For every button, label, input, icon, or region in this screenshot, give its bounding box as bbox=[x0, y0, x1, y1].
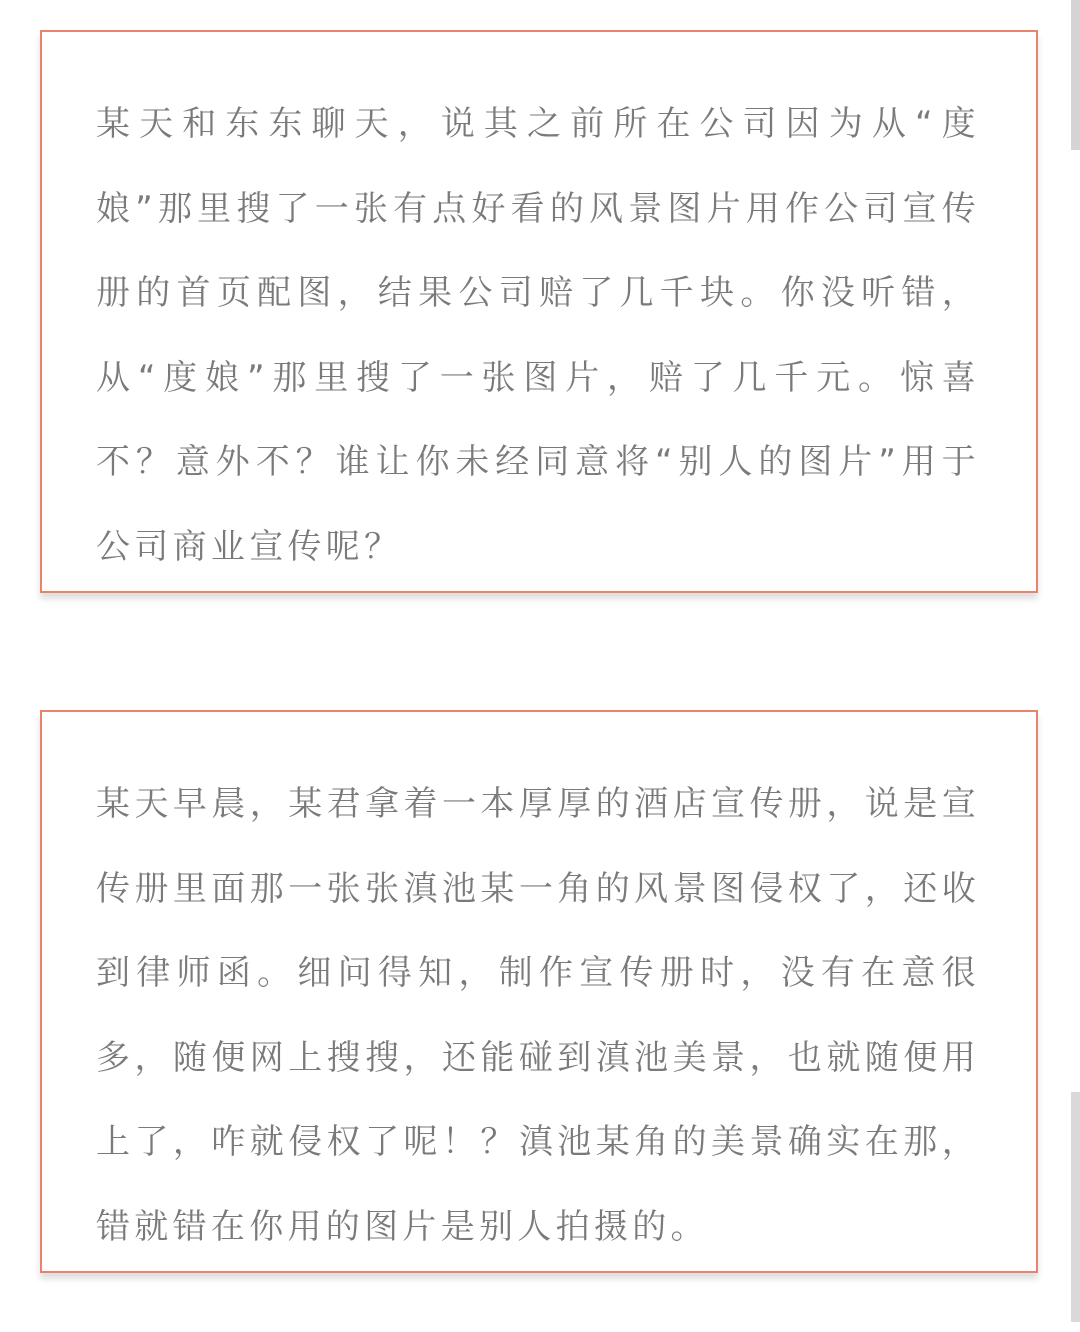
text-card-second bbox=[40, 710, 1038, 1273]
text-card-first bbox=[40, 30, 1038, 593]
scrollbar-thumb[interactable] bbox=[1071, 1092, 1080, 1322]
paragraph-first: 某天和东东聊天，说其之前所在公司因为从“度娘”那里搜了一张有点好看的风景图片用作公司宣传册的首页配图，结果公司赔了几千块。你没听错，从“度娘”那里搜了一张图片，赔了几千元。惊喜不？意外不？谁让你未经同意将“别人的图片”用于公司商业宣传呢？ bbox=[96, 104, 980, 567]
scrollbar[interactable] bbox=[1070, 0, 1080, 1332]
scrollbar-thumb-top[interactable] bbox=[1071, 0, 1080, 150]
paragraph-second: 某天早晨，某君拿着一本厚厚的酒店宣传册，说是宣传册里面那一张张滇池某一角的风景图侵权了，还收到律师函。细问得知，制作宣传册时，没有在意很多，随便网上搜搜，还能碰到滇池美景，也就随便用上了，咋就侵权了呢！？滇池某角的美景确实在那，错就错在你用的图片是别人拍摄的。 bbox=[96, 784, 980, 1247]
